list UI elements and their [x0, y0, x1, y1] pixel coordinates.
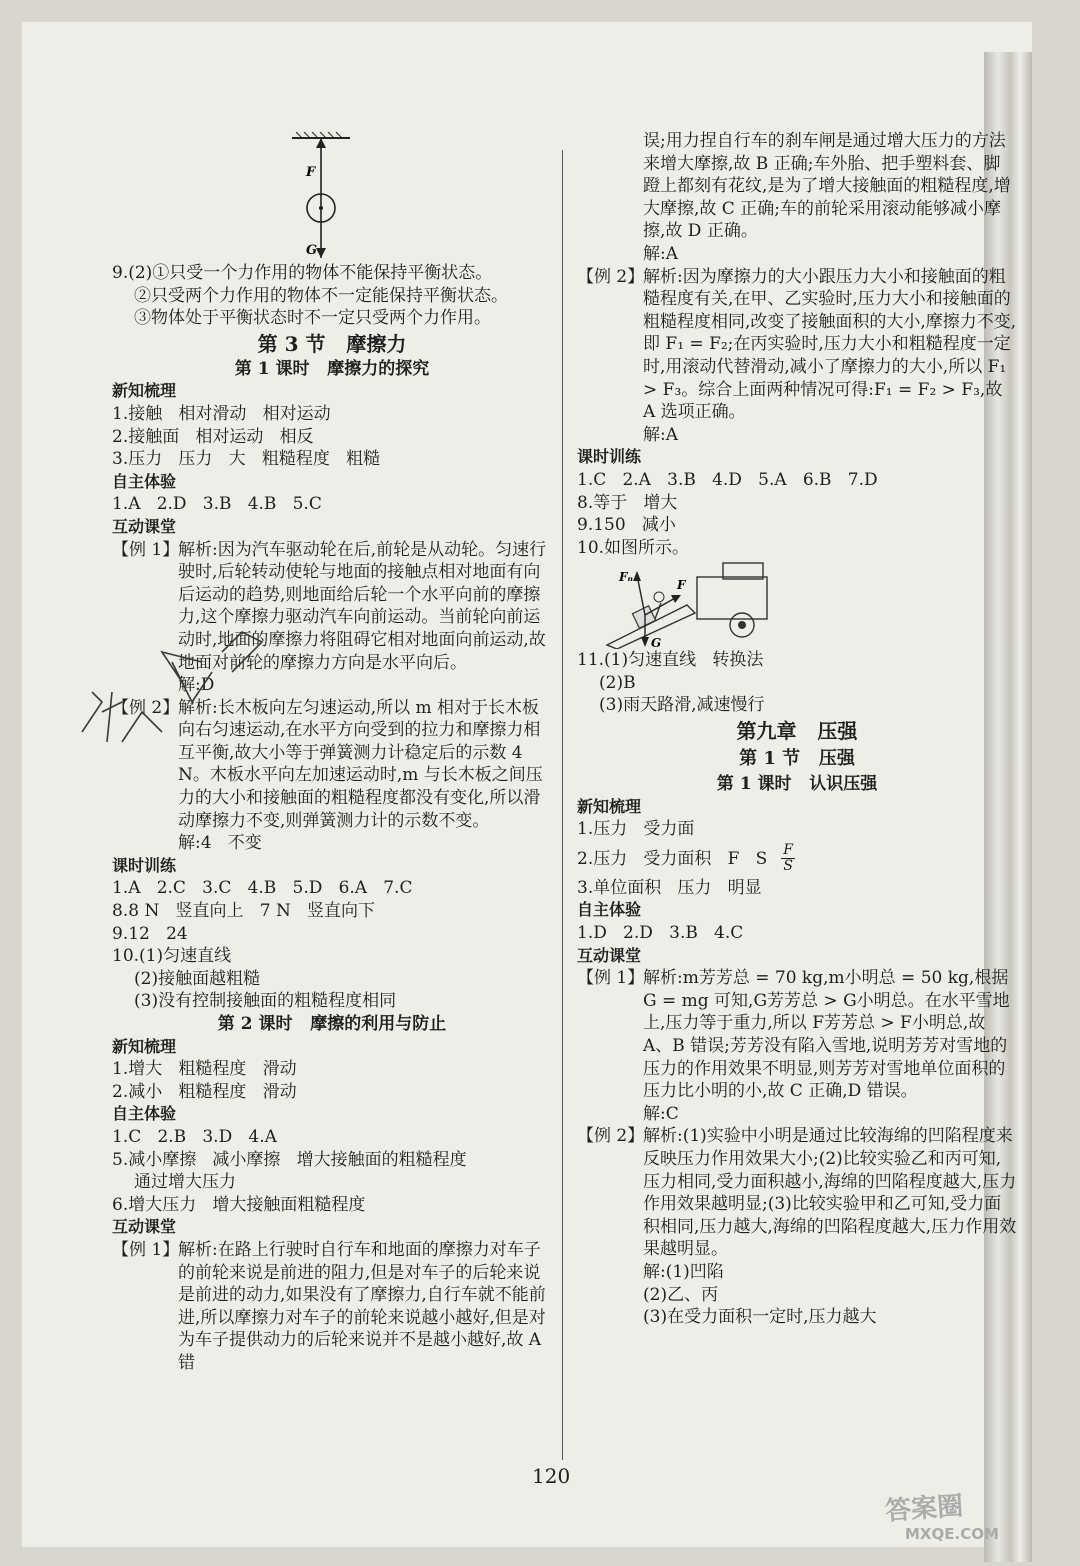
column-divider: [562, 150, 563, 1460]
force-F-label: F: [306, 165, 316, 180]
heading-hudong2: 互动课堂: [112, 1217, 177, 1237]
hanging-ball-figure: [112, 130, 552, 262]
example-answer: 解:C: [643, 1103, 679, 1124]
watermark-logo: 答案圈: [884, 1491, 965, 1527]
example-answer-2: (2)乙、丙: [643, 1284, 719, 1305]
heading-xinzhi: 新知梳理: [112, 381, 177, 401]
heading-zizhu2: 自主体验: [112, 1104, 177, 1124]
example-answer: 解:A: [643, 424, 679, 445]
zizhu2-5: 5.减小摩擦 减小摩擦 增大接触面的粗糙程度: [112, 1149, 467, 1170]
heading-xinzhi: 新知梳理: [577, 796, 642, 816]
heading-keshi: 课时训练: [112, 855, 177, 875]
xinzhi2-1: 1.增大 粗糙程度 滑动: [112, 1059, 297, 1080]
example-3: [112, 1239, 552, 1375]
example-tag: 【例 1】: [112, 539, 180, 560]
lesson-title: 第 1 课时 认识压强: [716, 774, 878, 795]
example-tag: 【例 1】: [577, 968, 645, 989]
truck-loading-figure: [577, 559, 1017, 649]
q9-line1: 9.(2)①只受一个力作用的物体不能保持平衡状态。: [112, 263, 493, 283]
xinzhi-3: 3.压力 压力 大 粗糙程度 粗糙: [112, 449, 381, 470]
example-body: 解析:在路上行驶时自行车和地面的摩擦力对车子的前轮来说是前进的阻力,但是对车子的后轮来说是前进的动力,如果没有了摩擦力,自行车就不能前进,所以摩擦力对车子的前轮来说越小越好,但是对为车子提供动力的后轮来说并不是越小越好,故 A 错: [178, 1239, 547, 1373]
keshi-4: 10.(1)匀速直线: [112, 946, 232, 967]
heading-hudong: 互动课堂: [577, 945, 642, 965]
handwritten-scribble: [62, 592, 302, 762]
continued-text: 误;用力捏自行车的刹车闸是通过增大压力的方法来增大摩擦,故 B 正确;车外胎、把手塑料套、脚蹬上都刻有花纹,是为了增大接触面的粗糙程度,增大摩擦,故 C 正确;车的前轮采用滚动能够减小摩擦,故 D 正确。: [643, 131, 1011, 242]
example-6: [577, 1125, 1017, 1328]
keshi-3: 9.12 24: [112, 923, 188, 944]
example-5: [577, 967, 1017, 1125]
lesson-title: 第 1 课时 摩擦力的探究: [234, 358, 430, 379]
heading-zizhu: 自主体验: [112, 471, 177, 491]
heading-keshi: 课时训练: [577, 447, 642, 467]
keshi-sub-2: (3)没有控制接触面的粗糙程度相同: [134, 991, 397, 1012]
keshi-1: 1.C 2.A 3.B 4.D 5.A 6.B 7.D: [577, 469, 878, 490]
zizhu-answers: 1.D 2.D 3.B 4.C: [577, 923, 744, 944]
keshi-9: 9.150 减小: [577, 515, 676, 536]
example-4: [577, 266, 1017, 447]
xinzhi-1: 1.接触 相对滑动 相对运动: [112, 403, 331, 424]
example-tag: 【例 1】: [112, 1239, 180, 1260]
chapter-title: 第九章 压强: [736, 719, 858, 744]
example-tag: 【例 2】: [577, 266, 645, 287]
q9-line3: ③物体处于平衡状态时不一定只受两个力作用。: [134, 308, 491, 329]
example-body: 解析:因为汽车驱动轮在后,前轮是从动轮。匀速行驶时,后轮转动使轮与地面的接触点相对地面有向后运动的趋势,则地面给后轮一个水平向前的摩擦力,这个摩擦力驱动汽车向前运动。当前轮向前运动时,地面的摩擦力将阻碍它相对地面向前运动,故地面对前轮的摩擦力方向是水平向后。: [178, 539, 547, 673]
right-column: [577, 130, 1017, 1329]
example-answer-1: 解:(1)凹陷: [643, 1261, 724, 1282]
lesson2-title: 第 2 课时 摩擦的利用与防止: [217, 1014, 447, 1034]
fraction-denominator: S: [783, 858, 793, 875]
q11-sub-2: (2)B: [599, 672, 636, 693]
example-body: 解析:长木板向左匀速运动,所以 m 相对于长木板向右匀速运动,在水平方向受到的拉力和摩擦力相互平衡,故大小等于弹簧测力计稳定后的示数 4 N。木板水平向左加速运动时,m 与长木板之间压力的大小和接触面的粗糙程度都没有变化,所以滑动摩擦力不变,则弹簧测力计的示数不变。: [178, 697, 543, 831]
fraction-numerator: F: [783, 842, 794, 859]
xinzhi-3: 3.单位面积 压力 明显: [577, 877, 762, 898]
keshi-10: 10.如图所示。: [577, 537, 690, 558]
zizhu2-5-cont: 通过增大压力: [134, 1172, 236, 1193]
q9-line2: ②只受两个力作用的物体不一定能保持平衡状态。: [134, 285, 508, 306]
q11: 11.(1)匀速直线 转换法: [577, 650, 764, 671]
example-answer: 解:4 不变: [178, 833, 262, 854]
xinzhi-2: 2.接触面 相对运动 相反: [112, 426, 314, 447]
example-body: 解析:(1)实验中小明是通过比较海绵的凹陷程度来反映压力作用效果大小;(2)比较实验乙和丙可知,压力相同,受力面积越小,海绵的凹陷程度越大,压力作用效果越明显;(3)比较实验甲和乙可知,受力面积相同,压力越大,海绵的凹陷程度越大,压力作用效果越明显。: [643, 1126, 1017, 1260]
page-number: 120: [532, 1464, 571, 1488]
heading-hudong: 互动课堂: [112, 516, 177, 536]
keshi-2: 8.8 N 竖直向上 7 N 竖直向下: [112, 901, 376, 922]
example-tag: 【例 2】: [112, 697, 180, 718]
zizhu2-6: 6.增大压力 增大接触面粗糙程度: [112, 1194, 366, 1215]
zizhu2-1: 1.C 2.B 3.D 4.A: [112, 1126, 277, 1147]
force-G-label: G: [651, 636, 662, 650]
keshi-sub-1: (2)接触面越粗糙: [134, 968, 261, 989]
xinzhi2-2: 2.减小 粗糙程度 滑动: [112, 1081, 297, 1102]
watermark-url: MXQE.COM: [905, 1525, 999, 1543]
keshi-8: 8.等于 增大: [577, 492, 678, 513]
continued-answer: 解:A: [643, 243, 679, 264]
example-body: 解析:因为摩擦力的大小跟压力大小和接触面的粗糙程度有关,在甲、乙实验时,压力大小和接触面的粗糙程度相同,改变了接触面积的大小,摩擦力不变,即 F₁ = F₂;在丙实验时,压力大小和粗糙程度一定时,用滚动代替滑动,减小了摩擦力的大小,所以 F₁ > F₃。综合上面两种情况可得:F₁ = F₂ > F₃,故 A 选项正确。: [643, 266, 1017, 423]
section-title: 第 1 节 压强: [739, 748, 855, 770]
xinzhi-1: 1.压力 受力面: [577, 819, 695, 840]
xinzhi-2: [577, 841, 1017, 877]
force-F-label: F: [677, 578, 686, 593]
zizhu-answers: 1.A 2.D 3.B 4.B 5.C: [112, 494, 322, 515]
xinzhi-2-text: 2.压力 受力面积 F S: [577, 848, 768, 869]
book-page: [22, 22, 1032, 1547]
q11-sub-3: (3)雨天路滑,减速慢行: [599, 695, 765, 716]
example-body: 解析:m芳芳总 = 70 kg,m小明总 = 50 kg,根据 G = mg 可知,G芳芳总 > G小明总。在水平雪地上,压力等于重力,所以 F芳芳总 > F小明总,故 A、B 错误;芳芳没有陷入雪地,说明芳芳对雪地的压力的作用效果不明显,则芳芳对雪地单位面积的压力比小明的小,故 C 正确,D 错误。: [643, 968, 1014, 1102]
example-tag: 【例 2】: [577, 1126, 645, 1147]
keshi-1: 1.A 2.C 3.C 4.B 5.D 6.A 7.C: [112, 878, 413, 899]
section-title: 第 3 节 摩擦力: [257, 331, 407, 356]
example-answer: 解:D: [178, 675, 215, 696]
force-G-label: G: [306, 243, 318, 258]
force-FN-label: Fₙ: [619, 570, 634, 585]
heading-xinzhi2: 新知梳理: [112, 1036, 177, 1056]
example-answer-3: (3)在受力面积一定时,压力越大: [643, 1307, 877, 1328]
heading-zizhu: 自主体验: [577, 900, 642, 920]
fraction: [781, 843, 795, 874]
